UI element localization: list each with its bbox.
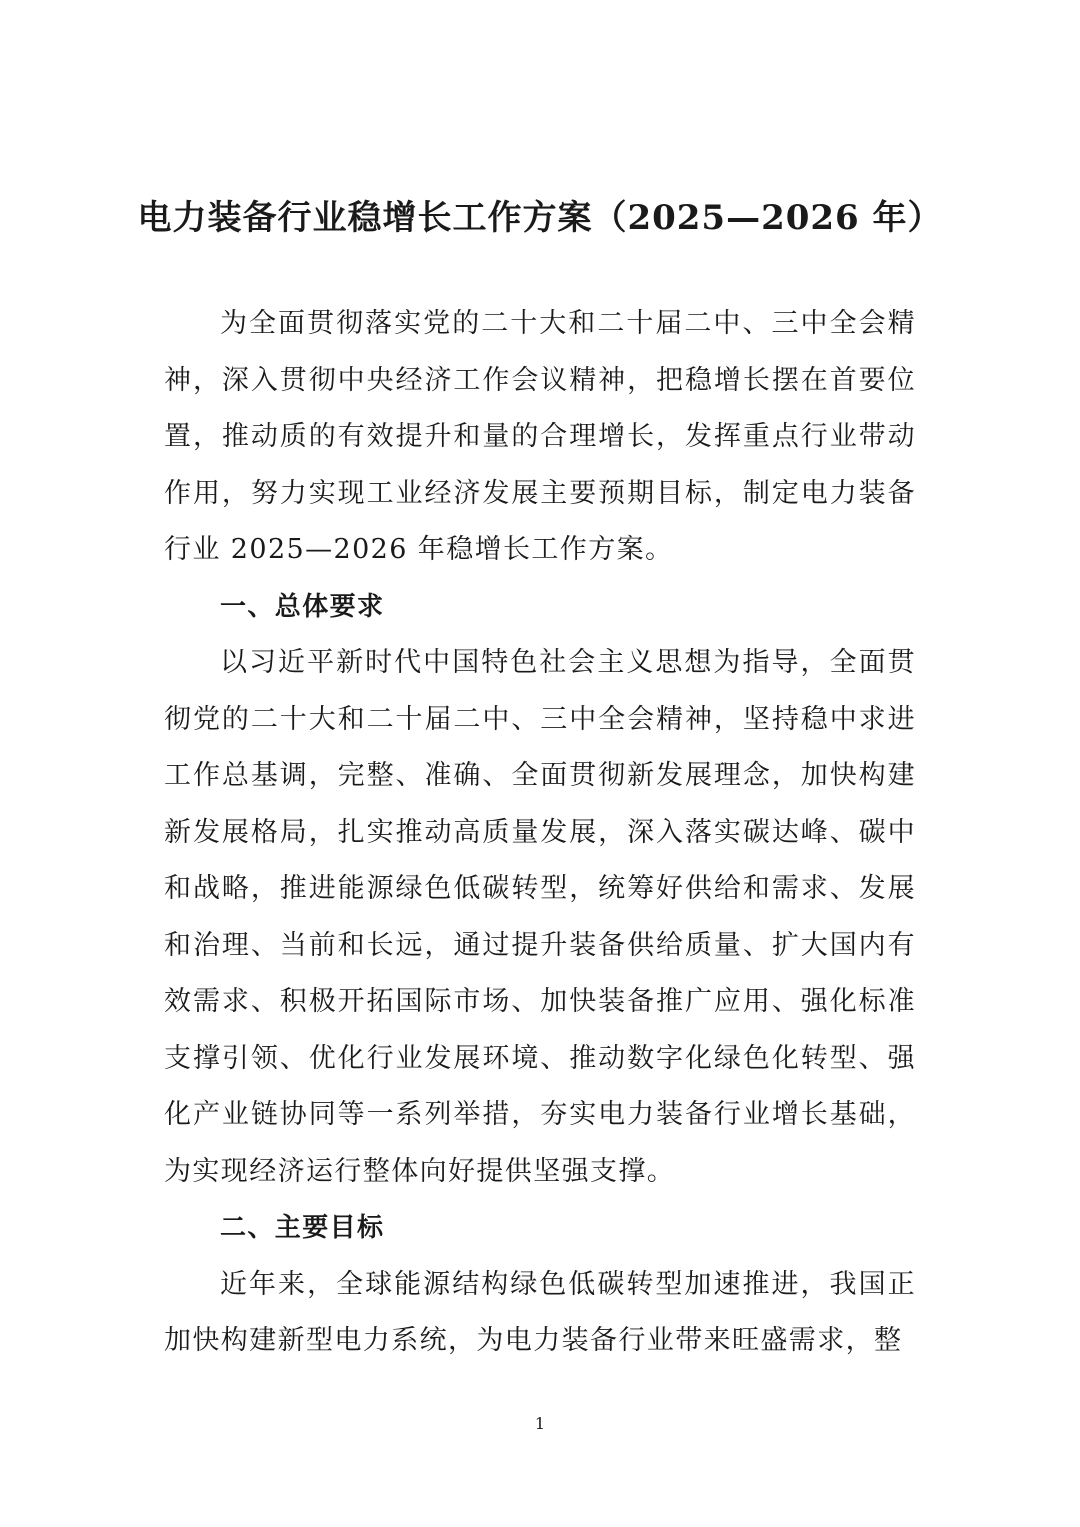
section-paragraph-overall-requirements: 以习近平新时代中国特色社会主义思想为指导，全面贯彻党的二十大和二十届二中、三中全会精神，坚持稳中求进工作总基调，完整、准确、全面贯彻新发展理念，加快构建新发展格局，扎实推动高质量发展，深入落实碳达峰、碳中和战略，推进能源绿色低碳转型，统筹好供给和需求、发展和治理、当前和长远，通过提升装备供给质量、扩大国内有效需求、积极开拓国际市场、加快装备推广应用、强化标准支撑引领、优化行业发展环境、推动数字化绿色化转型、强化产业链协同等一系列举措，夯实电力装备行业增长基础，为实现经济运行整体向好提供坚强支撑。	[164, 647, 916, 1187]
section-heading-overall-requirements: 一、总体要求	[220, 591, 385, 622]
section-paragraph-main-goals: 近年来，全球能源结构绿色低碳转型加速推进，我国正加快构建新型电力系统，为电力装备行业带来旺盛需求，整	[164, 1268, 916, 1356]
intro-paragraph: 为全面贯彻落实党的二十大和二十届二中、三中全会精神，深入贯彻中央经济工作会议精神，把稳增长摆在首要位置，推动质的有效提升和量的合理增长，发挥重点行业带动作用，努力实现工业经济发展主要预期目标，制定电力装备行业 2025—2026 年稳增长工作方案。	[164, 308, 916, 565]
page-number: 1	[534, 1414, 546, 1433]
section-heading-main-goals: 二、主要目标	[220, 1213, 385, 1243]
document-title: 电力装备行业稳增长工作方案（2025—2026 年）	[137, 198, 943, 238]
document-body	[164, 296, 916, 1370]
